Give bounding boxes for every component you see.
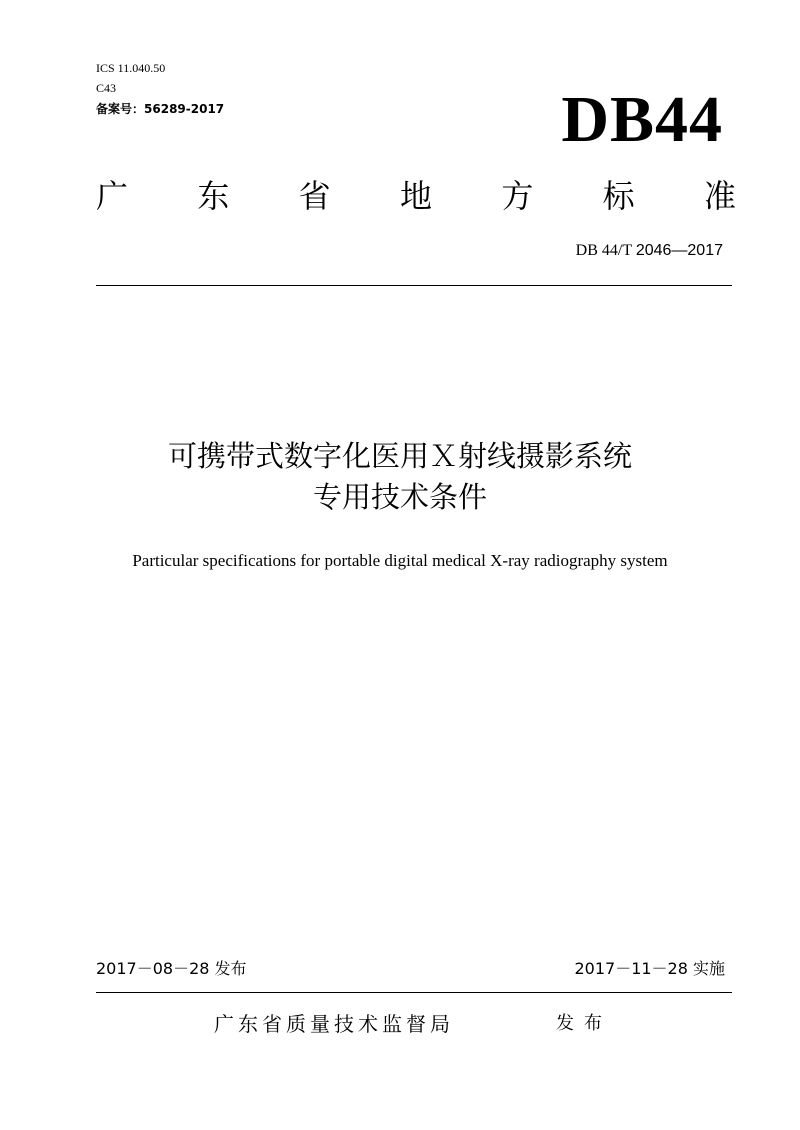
publisher-name: 广东省质量技术监督局 <box>214 1012 454 1036</box>
standard-type-char: 标 <box>602 177 635 215</box>
header-divider <box>96 285 732 286</box>
standard-type-char: 方 <box>501 177 534 215</box>
standard-type-heading <box>96 174 736 218</box>
standard-type-char: 省 <box>298 177 331 215</box>
record-number <box>96 101 224 118</box>
publish-label: 发布 <box>556 1013 612 1034</box>
english-title: Particular specifications for portable digital medical X-ray radiography system <box>132 551 668 570</box>
issue-date: 2017－08－28 发布 <box>96 959 247 978</box>
document-title-line1: 可携带式数字化医用Ｘ射线摄影系统 <box>167 439 632 473</box>
document-title-line2: 专用技术条件 <box>312 480 487 514</box>
standard-number-value: 2046—2017 <box>635 242 723 259</box>
standard-number-prefix: DB 44/T <box>575 242 636 259</box>
standard-type-char: 准 <box>703 177 736 215</box>
standard-type-char: 东 <box>197 177 230 215</box>
ccs-code: C43 <box>96 81 117 95</box>
ics-code: ICS 11.040.50 <box>96 61 166 75</box>
implementation-date: 2017－11－28 实施 <box>574 959 725 978</box>
standard-type-char: 地 <box>399 177 432 215</box>
record-value: 56289-2017 <box>144 102 225 116</box>
record-label: 备案号： <box>96 102 145 116</box>
standard-type-char: 广 <box>96 177 129 215</box>
standard-number <box>576 240 723 262</box>
standard-code-logo: DB44 <box>561 83 723 156</box>
footer-divider <box>96 992 732 993</box>
